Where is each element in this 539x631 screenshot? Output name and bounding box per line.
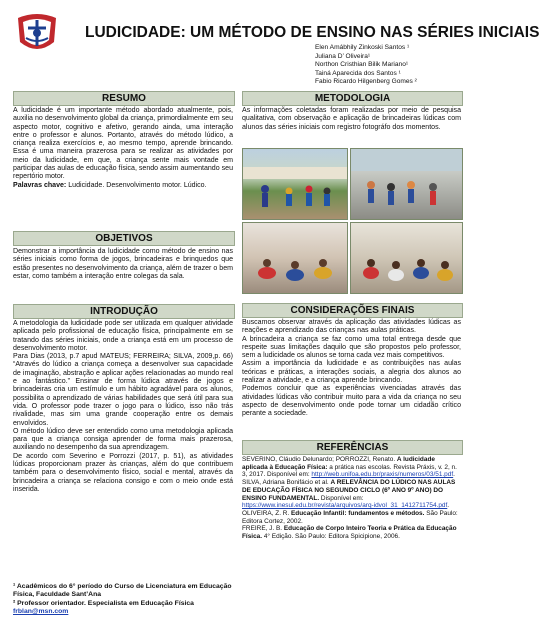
reference-text: . [453, 471, 455, 479]
objetivos-heading: OBJETIVOS [13, 231, 235, 246]
email-link[interactable]: frblan@msn.com [13, 608, 69, 616]
consideracoes-paragraph: Podemos concluir que as experiências vivenciadas através das atividades lúdicas vão contribuir muito para a vida da criança no seu aspecto de desenvolvimento onde pode tornar um cidadão crítico perante a sociedade. [242, 385, 461, 418]
metodologia-heading: METODOLOGIA [242, 91, 463, 106]
institution-logo [8, 8, 66, 58]
footnote: ¹ Acadêmicos do 6° período do Curso de Licenciatura em Educação Física, Faculdade Sant’Ana [13, 583, 232, 599]
introducao-body [13, 320, 233, 494]
author: Elen Amábhily Zinkoski Santos ¹ [315, 44, 410, 51]
introducao-paragraph: A metodologia da ludicidade pode ser utilizada em qualquer atividade aplicada pelo profissional de educação física, principalmente em se tratando das séries iniciais, onde a criança está em um processo de desenvolvimento motor. [13, 320, 233, 352]
activity-photo [350, 148, 463, 220]
resumo-heading: RESUMO [13, 91, 235, 106]
keywords: Ludicidade. Desenvolvimento motor. Lúdico. [68, 181, 207, 189]
referencias-heading: REFERÊNCIAS [242, 440, 463, 455]
footnotes [13, 583, 233, 617]
introducao-heading: INTRODUÇÃO [13, 304, 235, 319]
poster-title: LUDICIDADE: UM MÉTODO DE ENSINO NAS SÉRIES INICIAIS [85, 24, 539, 41]
reference-item [242, 525, 461, 540]
reference-text: FREIRE, J. B. [242, 525, 284, 533]
reference-text: 4° Edição. São Paulo: Editora Spicipione, 2006. [262, 533, 400, 541]
reference-title: Educação Infantil: fundamentos e métodos. [291, 509, 425, 517]
reference-title: A RELEVÂNCIA DO LÚDICO NAS AULAS DE EDUCAÇÃO FÍSICA NO SEGUNDO CICLO (6º ANO 9º ANO) DO ENSINO FUNDAMENTAL. [242, 479, 456, 502]
footnote: ² Professor orientador. Especialista em Educação Física [13, 599, 194, 607]
keywords-label: Palavras chave: [13, 181, 67, 189]
reference-item [242, 456, 461, 479]
consideracoes-paragraph: Assim a importância da ludicidade e as contribuições nas aulas teóricas e práticas, a interações sociais, a alegria dos alunos ao realizar a atividade, e a criança aprende brincando. [242, 360, 461, 385]
activity-photo [242, 222, 348, 294]
author: Fabio Ricardo Hilgenberg Gomes ² [315, 78, 417, 86]
introducao-paragraph: Para Dias (2013, p.7 apud MATEUS; FERREIRA; SILVA, 2009,p. 66) “Através do lúdico a criança começa a desenvolver sua capacidade de imaginação, abstração e aplicar ações relacionadas ao mundo real e ao fantástico.” Ensinar de forma lúdica através de jogos e brincadeiras cria um estímulo e um hábito agradável para os alunos, possibilita o aprendizado de várias habilidades que será útil para sua vida. O professor pode trazer o jogo para o lúdico, isso não trás rivalidade, mas sim uma grande cooperação entre os demais envolvidos. [13, 353, 233, 427]
reference-text: . [447, 502, 450, 510]
authors-list [315, 44, 417, 87]
consideracoes-heading: CONSIDERAÇÕES FINAIS [242, 303, 463, 318]
activity-photo [242, 148, 348, 220]
consideracoes-paragraph: A brincadeira a criança se faz como uma total entrega desde que respeite suas limitações daquilo que são propostos pelo professor, sem a ludicidade os alunos se torna cada vez mais competitivos. [242, 335, 461, 360]
metodologia-body: As informações coletadas foram realizadas por meio de pesquisa qualitativa, com observação e aplicação de brincadeiras lúdicas com alunos das séries iniciais com registro fotográfo dos momentos. [242, 107, 461, 131]
author: Northon Cristhian Bilik Mariano¹ [315, 61, 409, 69]
reference-text: a prática nas escolas. Revista Práxis, v. 2, n. 3, 2017. Disponível em: [242, 463, 457, 479]
reference-link[interactable]: http://web.unifoa.edu.br/praxis/numeros/03/51.pdf [311, 471, 454, 479]
reference-text: OLIVEIRA, Z. R. [242, 509, 292, 517]
reference-text: São Paulo: Editora Cortez, 2002. [242, 509, 458, 525]
introducao-paragraph: O método lúdico deve ser entendido como uma metodologia aplicada para que a criança consiga aprender de forma mais prazerosa, auxiliando no desempenho da sua aprendizagem. [13, 427, 233, 452]
consideracoes-body [242, 319, 461, 419]
reference-text: Disponível em: [319, 494, 364, 502]
reference-link[interactable]: https://www.inesul.edu.br/revista/arquivos/arq-idvol_31_1412711754.pdf [242, 502, 448, 510]
reference-text: SILVA, Adriana Bonifácio et al. [242, 479, 331, 487]
reference-title: Educação de Corpo Inteiro Teoria e Prática da Educação Física. [242, 525, 457, 541]
resumo-text: A ludicidade é um importante método abordado atualmente, pois, auxilia no desenvolvimento global da criança, primordialmente em seu aspecto motor, cognitivo e afetivo, gerando ainda, uma interação entre o professor e alunos. Portanto, através do método lúdico, a criança realiza exercícios e, ao mesmo tempo, aprende brincando. Essa é uma maneira prazerosa para se realizar as atividades por meio da ludicidade, em que, a criança sente mais vontade em participar das aulas de educação física, sendo assim aumentando seu repertório motor. [13, 107, 233, 181]
author: Tainá Aparecida dos Santos ¹ [315, 69, 401, 77]
keywords-line [13, 182, 233, 190]
reference-item [242, 510, 461, 525]
author: Juliana D’ Oliveira¹ [315, 52, 371, 60]
resumo-body [13, 107, 233, 190]
introducao-paragraph: De acordo com Severino e Porrozzi (2017, p. 51), as atividades lúdicas proporcionam prazer às crianças, além do que contribuem também para o desenvolvimento físico, social e mental, através da brincadeira a criança se relaciona consigo e com o meio onde está inserida. [13, 452, 233, 493]
reference-text: SEVERINO, Cláudio Delunardo; PORROZZI, Renato. [242, 456, 397, 463]
objetivos-body: Demonstrar a importância da ludicidade como método de ensino nas séries iniciais como forma de jogos, brincadeiras e brinquedos que estão presentes no desenvolvimento da criança, além de trazer o bem estar, como também a interação entre colegas da sala. [13, 248, 233, 280]
consideracoes-paragraph: Buscamos observar através da aplicação das atividades lúdicas as reações e aprendizado das crianças nas aulas práticas. [242, 319, 461, 335]
reference-item [242, 479, 461, 510]
referencias-list [242, 456, 461, 541]
activity-photo [350, 222, 463, 294]
reference-title: A ludicidade aplicada à Educação Física: [242, 456, 435, 471]
